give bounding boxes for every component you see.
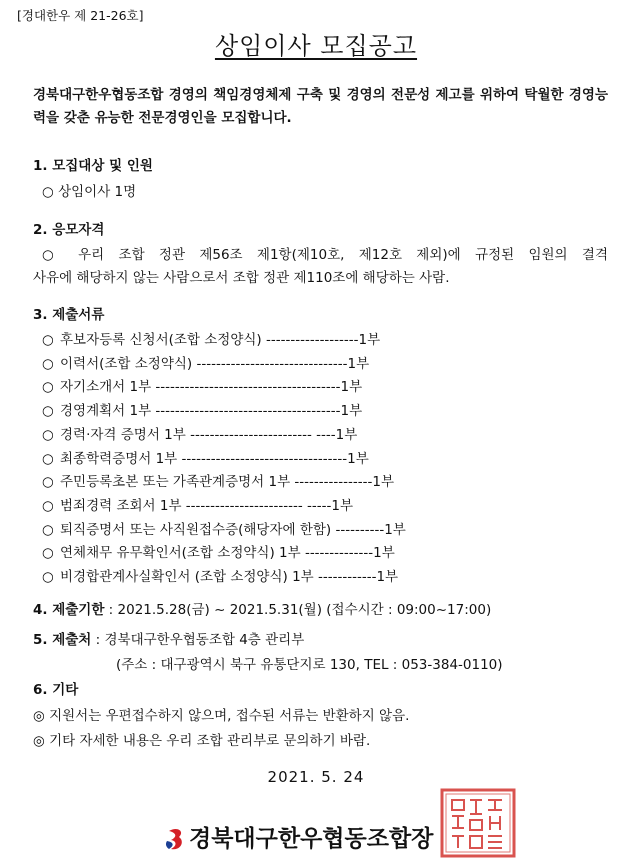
bullet-circle: ○ bbox=[42, 403, 54, 420]
document-list-item bbox=[42, 470, 394, 490]
bullet-circle: ○ bbox=[42, 450, 54, 467]
section-4-text: : 2021.5.28(금) ~ 2021.5.31(월) (접수시간 : 09:00~17:00) bbox=[104, 602, 492, 618]
section-2-line-2: 사유에 해당하지 않는 사람으로서 조합 정관 제110조에 해당하는 사람. bbox=[33, 270, 450, 286]
document-list-item-text: 이력서(조합 소정약식) -------------------------------1부 bbox=[60, 355, 370, 372]
document-list-item-text: 비경합관계사실확인서 (조합 소정양식) 1부 ------------1부 bbox=[60, 569, 399, 585]
section-5-address: (주소 : 대구광역시 북구 유통단지로 130, TEL : 053-384-0110) bbox=[116, 657, 503, 673]
document-list-item-text: 최종학력증명서 1부 ----------------------------------1부 bbox=[60, 450, 369, 467]
page-title-wrap bbox=[0, 26, 632, 61]
document-list-item bbox=[42, 423, 357, 443]
document-list-item-text: 후보자등록 신청서(조합 소정양식) -------------------1부 bbox=[60, 332, 381, 348]
document-list-item-text: 경력·자격 증명서 1부 ------------------------- ----1부 bbox=[60, 426, 358, 443]
bullet-circle: ○ bbox=[42, 355, 54, 372]
bullet-circle: ○ bbox=[42, 332, 54, 348]
document-list-item-text: 범죄경력 조회서 1부 ------------------------ -----1부 bbox=[60, 497, 353, 514]
document-list-item bbox=[42, 328, 380, 348]
document-number: [경대한우 제 21-26호] bbox=[17, 8, 144, 23]
section-2-heading: 2. 응모자격 bbox=[33, 222, 105, 238]
intro-paragraph: 경북대구한우협동조합 경영의 책임경영체제 구축 및 경영의 전문성 제고를 위하여 탁월한 경영능력을 갖춘 유능한 전문경영인을 모집합니다. bbox=[33, 87, 608, 126]
section-5-text: : 경북대구한우협동조합 4층 관리부 bbox=[91, 632, 305, 648]
document-list-item bbox=[42, 541, 395, 561]
document-list-item bbox=[42, 352, 369, 372]
section-6-line-2: ◎ 기타 자세한 내용은 우리 조합 관리부로 문의하기 바람. bbox=[33, 733, 371, 749]
official-seal-stamp bbox=[438, 786, 518, 860]
document-list-item-text: 주민등록초본 또는 가족관계증명서 1부 ----------------1부 bbox=[60, 474, 394, 491]
bullet-circle: ○ bbox=[42, 545, 54, 562]
document-list-item bbox=[42, 565, 398, 585]
section-1-item: ○ 상임이사 1명 bbox=[42, 184, 137, 200]
document-list-item bbox=[42, 518, 406, 538]
section-6-heading: 6. 기타 bbox=[33, 682, 79, 698]
bullet-circle: ○ bbox=[42, 521, 54, 538]
bullet-circle: ○ bbox=[42, 569, 54, 585]
section-6-line-1: ◎ 지원서는 우편접수하지 않으며, 접수된 서류는 반환하지 않음. bbox=[33, 708, 410, 724]
section-1-heading: 1. 모집대상 및 인원 bbox=[33, 158, 153, 174]
signer-block bbox=[165, 820, 433, 853]
page-title: 상임이사 모집공고 bbox=[214, 32, 418, 60]
document-list-item bbox=[42, 494, 353, 514]
document-list-item bbox=[42, 375, 362, 395]
cooperative-logo-icon bbox=[165, 827, 187, 853]
document-list-item-text: 자기소개서 1부 --------------------------------------1부 bbox=[60, 379, 363, 396]
document-list-item bbox=[42, 399, 362, 419]
section-2-line-1: ○ 우리 조합 정관 제56조 제1항(제10호, 제12호 제외)에 규정된 임원의 결격 bbox=[42, 247, 608, 263]
section-5 bbox=[33, 628, 304, 648]
bullet-circle: ○ bbox=[42, 474, 54, 491]
section-4-heading: 4. 제출기한 bbox=[33, 602, 105, 618]
document-list-item-text: 연체채무 유무확인서(조합 소정약식) 1부 --------------1부 bbox=[60, 545, 395, 562]
section-3-heading: 3. 제출서류 bbox=[33, 307, 105, 323]
document-list-item-text: 경영계획서 1부 --------------------------------------1부 bbox=[60, 403, 363, 420]
signer-name: 경북대구한우협동조합장 bbox=[189, 826, 434, 852]
bullet-circle: ○ bbox=[42, 497, 54, 514]
document-list-item-text: 퇴직증명서 또는 사직원접수증(해당자에 한함) ----------1부 bbox=[60, 521, 406, 538]
section-4 bbox=[33, 598, 491, 618]
bullet-circle: ○ bbox=[42, 426, 54, 443]
bullet-circle: ○ bbox=[42, 379, 54, 396]
document-list-item bbox=[42, 447, 369, 467]
notice-date: 2021. 5. 24 bbox=[267, 768, 365, 786]
section-5-heading: 5. 제출처 bbox=[33, 632, 92, 648]
